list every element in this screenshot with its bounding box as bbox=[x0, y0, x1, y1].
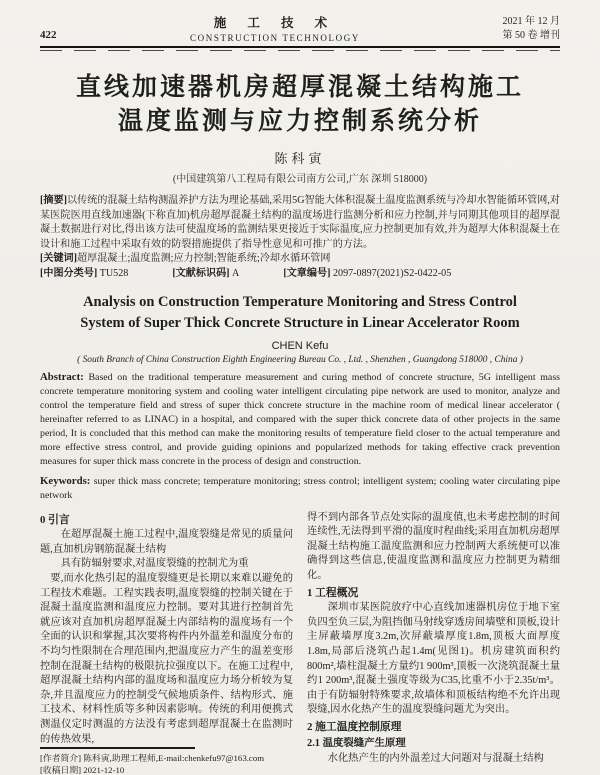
body-columns bbox=[40, 511, 560, 775]
abstract-en-label: Abstract: bbox=[40, 370, 84, 383]
abstract-cn bbox=[40, 194, 560, 252]
section-heading-1: 1 工程概况 bbox=[307, 586, 359, 599]
continuation-paragraph: 得不到内部各节点处实际的温度值,也未考虑控制的时间连续性,无法得到平滑的温度时程曲线;采用直加机房超厚混凝土结构施工温度监测和应力控制两大系统便可以准确得到这些信息,使温度监测和温度应力控制更为精细化。 bbox=[307, 511, 560, 582]
journal-title-cn: 施 工 技 术 bbox=[213, 16, 337, 30]
journal-title-en: CONSTRUCTION TECHNOLOGY bbox=[190, 33, 360, 43]
volume-issue: 第 50 卷 增刊 bbox=[502, 30, 560, 41]
article-title-en bbox=[40, 292, 560, 334]
author-en: CHEN Kefu bbox=[271, 339, 329, 352]
issue-date: 2021 年 12 月 bbox=[502, 16, 560, 27]
affiliation-cn: (中国建筑第八工程局有限公司南方公司,广东 深圳 518000) bbox=[172, 174, 428, 186]
intro-paragraph-2: 具有防辐射要求,对温度裂缝的控制尤为重 bbox=[60, 558, 249, 570]
page-header bbox=[40, 13, 560, 43]
intro-paragraph-1: 在超厚混凝土施工过程中,温度裂缝是常见的质量问题,直加机房钢筋混凝土结构 bbox=[40, 529, 293, 555]
abstract-cn-text: 以传统的混凝土结构测温养护方法为理论基础,采用5G智能大体积混凝土温度监测系统与冷却水智能循环管网,对某医院医用直线加速器(下称直加)机房超厚混凝土结构的温度场进行监测分析和应力控制,并与同期其他项目的超厚混凝土数据进行对比,得出该方法可使温度场的监测结果更接近于实际温度,应力控制更加有效,并为超厚大体积混凝土在设计和施工过程中采取有效的防裂措施提供了指导性意见和可推广的方法。 bbox=[40, 195, 560, 250]
section-heading-0: 0 引言 bbox=[40, 513, 70, 526]
article-title-cn-line1: 直线加速器机房超厚混凝土结构施工 bbox=[75, 74, 524, 102]
received-date: [收稿日期] 2021-12-10 bbox=[40, 765, 125, 775]
journal-masthead bbox=[110, 13, 440, 43]
issue-info bbox=[503, 15, 561, 43]
footnote-block bbox=[40, 747, 293, 775]
section-heading-2-1: 2.1 温度裂缝产生原理 bbox=[307, 737, 406, 749]
keywords-en-label: Keywords: bbox=[40, 474, 91, 487]
footnote-divider bbox=[40, 747, 195, 749]
author-bio: [作者简介] 陈科寅,助理工程师,E-mail:chenkefu97@163.com bbox=[40, 752, 265, 763]
abstract-en-text: Based on the traditional temperature measurement and curing method of concrete structure, 5G intelligent mass concrete temperature monitoring system and cooling water intelligent circulating pipe network are used to monitor, analyze and control the temperature field and stress of super thick concrete structure in the machine room of medical linear accelerator ( hereinafter referred to as LINAC) in a hospital, and compared with the super thick concrete data of other projects in the same period, It is concluded that this method can make the monitoring results of temperature field closer to the actual temperature and more effective stress control, and provide guiding opinions and popularized methods for taking effective crack prevention measures for super thick mass concrete in the process of design and construction. bbox=[40, 371, 561, 467]
project-overview-paragraph: 深圳市某医院放疗中心直线加速器机房位于地下室负四至负三层,为阻挡伽马射线穿透房间墙壁和顶板,设计主屏蔽墙厚度3.2m,次屏蔽墙厚度1.8m,顶板大面厚度1.8m,局部后浇筑凸起1.4m(见图1)。机房建筑面积约800m²,墙柱混凝土方量约1 900m³,顶板一次浇筑混凝土量约1 200m³,混凝土强度等级为C35,比重不小于2.35t/m³。由于有防辐射特殊要求,故墙体和顶板结构绝不允许出现裂缝,因水化热产生的温度裂缝问题尤为突出。 bbox=[307, 602, 560, 716]
chinese-meta-block bbox=[40, 194, 560, 282]
article-id: [文章编号] 2097-0897(2021)S2-0422-05 bbox=[283, 268, 452, 280]
keywords-en bbox=[40, 474, 560, 503]
keywords-cn-text: 超厚混凝土;温度监测;应力控制;智能系统;冷却水循环管网 bbox=[77, 253, 331, 265]
keywords-cn bbox=[40, 252, 560, 267]
affiliation-en: ( South Branch of China Construction Eighth Engineering Bureau Co. , Ltd. , Shenzhen , Guangdong 518000 , China ) bbox=[77, 354, 523, 365]
keywords-en-text: super thick mass concrete; temperature monitoring; stress control; intelligent system; cooling water circulating pipe network bbox=[40, 475, 561, 501]
document-code: [文献标识码] A bbox=[172, 268, 240, 280]
article-title-en-line1: Analysis on Construction Temperature Monitoring and Stress Control bbox=[83, 293, 517, 310]
header-rule-dashed bbox=[40, 50, 560, 51]
article-title-cn bbox=[40, 71, 560, 139]
intro-paragraph-3: 要,而水化热引起的温度裂缝更是长期以来难以避免的工程技术难题。工程实践表明,温度裂缝的控制关键在于混凝土温度监测和温度应力控制。要对其进行控制首先就应该对直加机房超厚混凝土内部结构的温度场有一个全面的认识和掌握,其次要将构件内外温差和温度分布的不均匀性限制在合理范围内,把温度应力产生的温差变形控制在混凝土结构的极限抗拉强度以下。在施工过程中,超厚混凝土结构内部的温度场和温度应力场分析较为复杂,并且温度应力的控制受气候地质条件、结构形式、施工技术、材料性质等多种因素影响。传统的利用便携式测温仪定时测温的方法没有考虑到超厚混凝土在监测时的传热效果, bbox=[40, 573, 293, 745]
abstract-en bbox=[40, 370, 560, 469]
clc-number: [中图分类号] TU528 bbox=[40, 268, 129, 280]
article-title-en-line2: System of Super Thick Concrete Structure in Linear Accelerator Room bbox=[80, 314, 520, 331]
crack-principle-paragraph: 水化热产生的内外温差过大问题对与混凝土结构 bbox=[327, 753, 544, 765]
page-number: 422 bbox=[40, 29, 57, 41]
header-rule bbox=[40, 46, 560, 48]
article-title-cn-line2: 温度监测与应力控制系统分析 bbox=[117, 108, 482, 136]
right-column bbox=[307, 511, 560, 775]
section-heading-2: 2 施工温度控制原理 bbox=[307, 720, 402, 733]
left-column bbox=[40, 511, 293, 775]
abstract-cn-label: [摘要] bbox=[40, 195, 67, 207]
keywords-cn-label: [关键词] bbox=[40, 253, 78, 265]
author-cn: 陈科寅 bbox=[274, 151, 326, 167]
classification-row bbox=[40, 267, 560, 282]
